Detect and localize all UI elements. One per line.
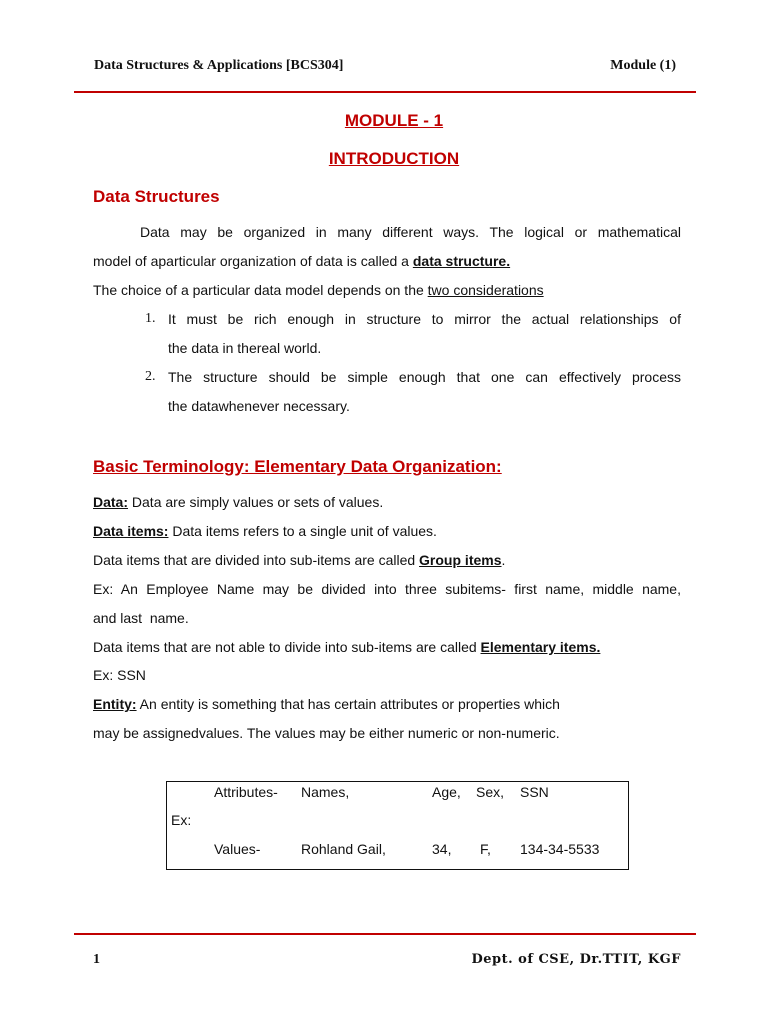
term-two-considerations: two considerations <box>427 282 544 298</box>
page-number: 1 <box>93 952 100 967</box>
value-cell: 34, <box>432 841 452 857</box>
definition-entity-line: may be assignedvalues. The values may be either numeric or non-numeric. <box>93 725 560 741</box>
list-item-text: It must be rich enough in structure to mirror the actual relationships of <box>168 311 681 327</box>
definition-text: Data items refers to a single unit of values. <box>168 523 437 539</box>
list-number: 2. <box>145 369 156 384</box>
list-item-text: the datawhenever necessary. <box>168 398 350 414</box>
definition-text: Data items that are divided into sub-items are called <box>93 552 420 568</box>
value-cell: Rohland Gail, <box>301 841 386 857</box>
paragraph-text: The choice of a particular data model depends on the <box>93 282 428 298</box>
definition-text: Data are simply values or sets of values. <box>128 494 384 510</box>
list-number: 1. <box>145 311 156 326</box>
definition-elementary-items <box>93 638 681 656</box>
definition-entity <box>93 695 636 713</box>
definition-data-items <box>93 522 681 540</box>
list-item-text: The structure should be simple enough that one can effectively process <box>168 369 681 385</box>
value-cell: F, <box>480 841 491 857</box>
term-group-items: Group items <box>419 552 502 568</box>
footer-divider <box>74 933 696 935</box>
attribute-cell: Sex, <box>476 784 505 800</box>
definition-text: Data items that are not able to divide into sub-items are called <box>93 639 481 655</box>
definition-text: . <box>501 552 506 568</box>
paragraph-line: Data may be organized in many different ways. The logical or mathematical <box>140 224 681 240</box>
paragraph-text: model of aparticular organization of data is called a <box>93 253 413 269</box>
term-data: Data: <box>93 494 129 510</box>
list-item-text: the data in thereal world. <box>168 340 322 356</box>
section-heading-basic-terminology: Basic Terminology: Elementary Data Organization: <box>93 457 502 476</box>
values-label: Values- <box>214 841 261 857</box>
module-title: MODULE - 1 <box>344 111 444 130</box>
definition-group-items <box>93 551 681 569</box>
attribute-cell: Names, <box>301 784 350 800</box>
term-entity: Entity: <box>93 696 137 712</box>
header-divider <box>74 91 696 93</box>
footer-department: Dept. of CSE, Dr.TTIT, KGF <box>471 952 681 967</box>
value-cell: 134-34-5533 <box>520 841 600 857</box>
example-label: Ex: <box>171 812 192 828</box>
example-ssn: Ex: SSN <box>93 667 146 683</box>
paragraph-line <box>93 252 681 270</box>
attributes-label: Attributes- <box>214 784 278 800</box>
attribute-cell: Age, <box>432 784 461 800</box>
paragraph-line <box>93 281 681 299</box>
section-heading-data-structures: Data Structures <box>93 187 220 206</box>
example-employee-line: and last name. <box>93 610 189 626</box>
intro-title: INTRODUCTION <box>328 149 460 168</box>
definition-text: An entity is something that has certain attributes or properties which <box>136 696 560 712</box>
term-data-items: Data items: <box>93 523 169 539</box>
header-course-title: Data Structures & Applications [BCS304] <box>94 58 344 73</box>
example-employee-line: Ex: An Employee Name may be divided into three subitems- first name, middle name, <box>93 581 681 597</box>
example-table <box>166 781 629 870</box>
definition-data <box>93 493 681 511</box>
term-elementary-items: Elementary items. <box>480 639 601 655</box>
attribute-cell: SSN <box>520 784 549 800</box>
header-module-label: Module (1) <box>610 58 676 73</box>
term-data-structure: data structure. <box>412 253 511 269</box>
